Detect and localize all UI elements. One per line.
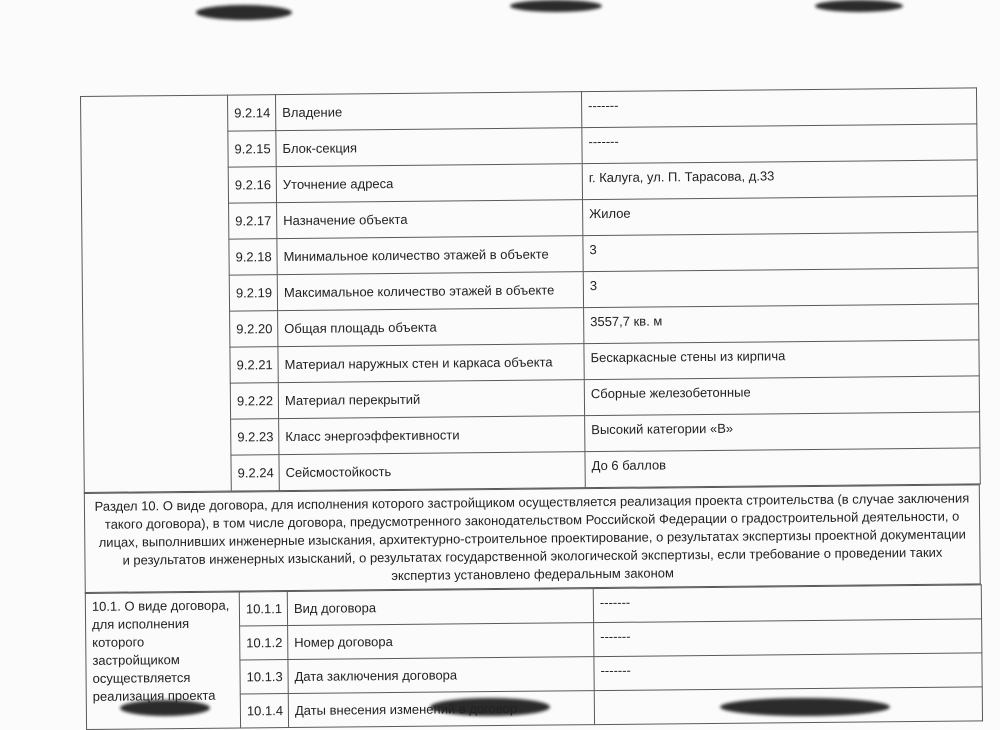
row-value: -------: [581, 88, 976, 128]
row-number: 9.2.15: [228, 131, 276, 167]
row-label: Назначение объекта: [277, 200, 583, 239]
row-label: Общая площадь объекта: [278, 308, 584, 347]
row-label: Даты внесения изменений в договор: [288, 691, 594, 728]
row-number: 9.2.24: [231, 455, 279, 491]
section-10-heading-table: [84, 484, 981, 593]
row-value: 3: [583, 232, 978, 272]
row-value: Высокий категории «В»: [585, 412, 980, 452]
row-number: 9.2.22: [230, 383, 278, 419]
row-label: Материал перекрытий: [278, 380, 584, 419]
row-number: 10.1.1: [239, 592, 287, 626]
section-10-table: [85, 584, 983, 730]
row-value: 3557,7 кв. м: [584, 304, 979, 344]
row-value: г. Калуга, ул. П. Тарасова, д.33: [582, 160, 977, 200]
row-value: -------: [594, 619, 982, 657]
row-label: Номер договора: [288, 623, 594, 660]
row-label: Дата заключения договора: [288, 657, 594, 694]
row-number: 9.2.20: [230, 311, 278, 347]
row-label: Владение: [275, 92, 581, 131]
row-value: 3: [583, 268, 978, 308]
row-number: 10.1.3: [240, 660, 288, 694]
row-number: 9.2.23: [231, 419, 279, 455]
row-label: Вид договора: [287, 589, 593, 626]
row-label: Минимальное количество этажей в объекте: [277, 236, 583, 275]
section-10-heading: Раздел 10. О виде договора, для исполнения которого застройщиком осуществляется реализация проекта строительства (в случае заключения такого договора), в том числе договора, предусмотренного законодательством Российской Федерации о градостроительной деятельности, о лицах, выполнивших инженерные изыскания, архитектурно-строительное проектирование, о результатах экспертизы проектной документации и результатов инженерных изысканий, о результатах государственной экологической экспертизы, если требование о проведении таких экспертиз установлено федеральным законом: [84, 485, 980, 593]
row-number: 9.2.21: [230, 347, 278, 383]
row-label: Материал наружных стен и каркаса объекта: [278, 344, 584, 383]
row-number: 9.2.18: [229, 239, 277, 275]
section-9-table: [80, 87, 981, 493]
row-value: -------: [593, 585, 981, 623]
empty-left-cell: [81, 95, 232, 492]
scan-smudge: [510, 0, 602, 12]
scan-smudge: [815, 0, 903, 12]
row-value: [594, 687, 982, 725]
row-label: Максимальное количество этажей в объекте: [277, 272, 583, 311]
row-label: Класс энергоэффективности: [279, 416, 585, 455]
row-value: -------: [594, 653, 982, 691]
row-label: Блок-секция: [276, 128, 582, 167]
row-number: 10.1.2: [240, 626, 288, 660]
row-number: 9.2.14: [227, 95, 275, 131]
row-value: Жилое: [583, 196, 978, 236]
row-value: Бескаркасные стены из кирпича: [584, 340, 979, 380]
document-table: [80, 87, 982, 730]
row-number: 9.2.16: [228, 167, 276, 203]
row-value: Сборные железобетонные: [584, 376, 979, 416]
scan-smudge: [196, 5, 292, 20]
row-label: Сейсмостойкость: [279, 452, 585, 491]
row-value: -------: [582, 124, 977, 164]
row-number: 10.1.4: [240, 694, 288, 728]
row-number: 9.2.17: [229, 203, 277, 239]
group-label: 10.1. О виде договора, для исполнения которого застройщиком осуществляется реализация проекта: [85, 592, 240, 729]
row-number: 9.2.19: [229, 275, 277, 311]
row-label: Уточнение адреса: [276, 164, 582, 203]
row-value: До 6 баллов: [585, 448, 980, 488]
